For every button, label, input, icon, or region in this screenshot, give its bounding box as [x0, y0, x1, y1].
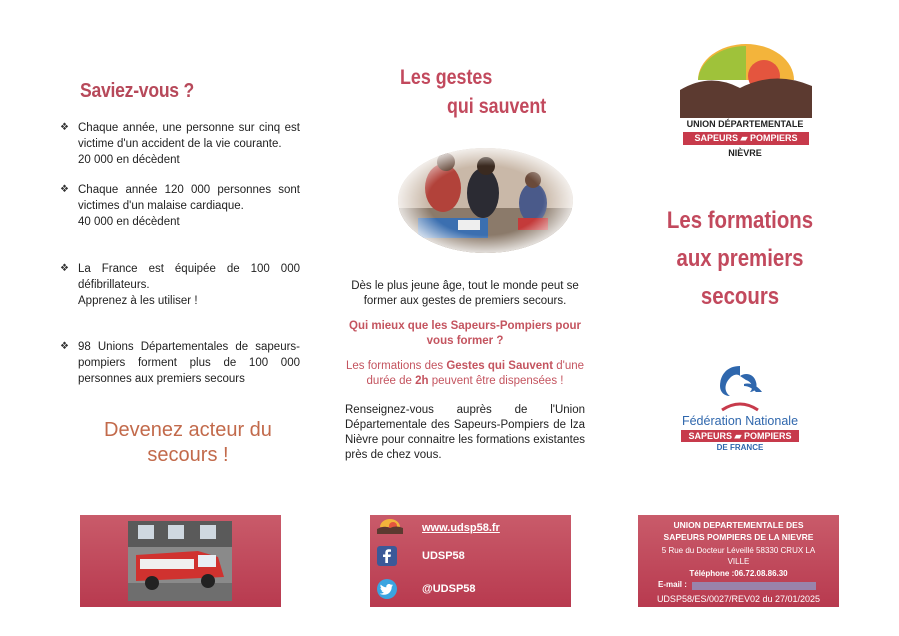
diamond-bullet-icon: ❖: [60, 341, 69, 352]
formations-text-b: Gestes qui Sauvent: [446, 360, 554, 372]
fact-text: 98 Unions Départementales de sapeurs-pompiers forment plus de 100 000 personnes aux premiers secours: [78, 341, 300, 385]
info-paragraph: Renseignez-vous auprès de l'Union Départementale des Sapeurs-Pompiers de lza Nièvre pour connaitre les formations existantes près de chez vous.: [345, 404, 585, 461]
fire-truck-photo: [128, 521, 232, 601]
formations-paragraph: [345, 359, 585, 389]
formations-text-a: Les formations des: [345, 360, 447, 372]
diamond-bullet-icon: ❖: [60, 263, 69, 274]
federation-line-2: SAPEURS ▰ POMPIERS: [681, 430, 799, 442]
ud-title-line-3: NIÈVRE: [728, 148, 762, 158]
federation-logo: [712, 362, 768, 412]
document-reference: UDSP58/ES/0027/REV02 du 27/01/2025: [656, 594, 821, 604]
question-paragraph: Qui mieux que les Sapeurs-Pompiers pour vous former ?: [349, 320, 581, 347]
gestes-title-line-2: qui sauvent: [447, 95, 547, 118]
formations-heading-line-1: Les formations: [666, 207, 814, 234]
website-link[interactable]: www.udsp58.fr: [422, 522, 500, 534]
cta-line-1: Devenez acteur du: [104, 419, 272, 441]
diamond-bullet-icon: ❖: [60, 184, 69, 195]
gestes-title-line-1: Les gestes: [400, 66, 493, 89]
formations-heading-line-2: aux premiers: [676, 245, 804, 272]
email-label: E-mail :: [658, 580, 687, 589]
email-link[interactable]: [692, 582, 816, 590]
fact-subtext: Apprenez à les utiliser !: [78, 295, 198, 307]
cta-line-2: secours !: [147, 444, 229, 466]
saviez-vous-heading: Saviez-vous ?: [80, 80, 194, 102]
fact-item: [60, 339, 300, 387]
formations-text-d: 2h: [415, 375, 429, 387]
contact-title-1: UNION DEPARTEMENTALE DES: [673, 520, 804, 530]
ud-title-line-1: UNION DÉPARTEMENTALE: [686, 119, 804, 129]
training-photo: [398, 148, 573, 253]
fact-subtext: 20 000 en décèdent: [78, 154, 180, 166]
facebook-icon[interactable]: [377, 546, 397, 566]
fact-subtext: 40 000 en décèdent: [78, 216, 180, 228]
address-line-2: VILLE: [727, 557, 750, 566]
facebook-link[interactable]: UDSP58: [422, 550, 465, 562]
twitter-icon[interactable]: [377, 579, 397, 599]
udsp-mini-logo: [377, 518, 403, 534]
formations-text-c: d'une durée de: [366, 360, 585, 387]
cta-heading: [88, 418, 288, 468]
federation-line-1: Fédération Nationale: [681, 414, 799, 428]
twitter-link[interactable]: @UDSP58: [422, 583, 476, 595]
fact-text: La France est équipée de 100 000 défibrillateurs.: [78, 263, 300, 291]
ud-title-line-2: SAPEURS ▰ POMPIERS: [683, 132, 809, 145]
contact-title-2: SAPEURS POMPIERS DE LA NIEVRE: [663, 532, 814, 542]
formations-heading-line-3: secours: [700, 283, 780, 310]
diamond-bullet-icon: ❖: [60, 122, 69, 133]
fact-item: [60, 182, 300, 230]
address-line-1: 5 Rue du Docteur Léveillé 58330 CRUX LA: [661, 546, 816, 555]
fact-item: [60, 261, 300, 309]
formations-heading: [664, 202, 817, 316]
fact-text: Chaque année 120 000 personnes sont victimes d'un malaise cardiaque.: [78, 184, 300, 212]
fact-text: Chaque année, une personne sur cinq est victime d'un accident de la vie courante.: [78, 122, 300, 150]
fact-item: [60, 120, 300, 168]
phone-line: Téléphone :06.72.08.86.30: [689, 569, 788, 578]
intro-paragraph: Dès le plus jeune âge, tout le monde peut se former aux gestes de premiers secours.: [351, 280, 579, 307]
federation-line-3: DE FRANCE: [716, 443, 764, 452]
formations-text-e: peuvent être dispensées !: [428, 375, 564, 387]
